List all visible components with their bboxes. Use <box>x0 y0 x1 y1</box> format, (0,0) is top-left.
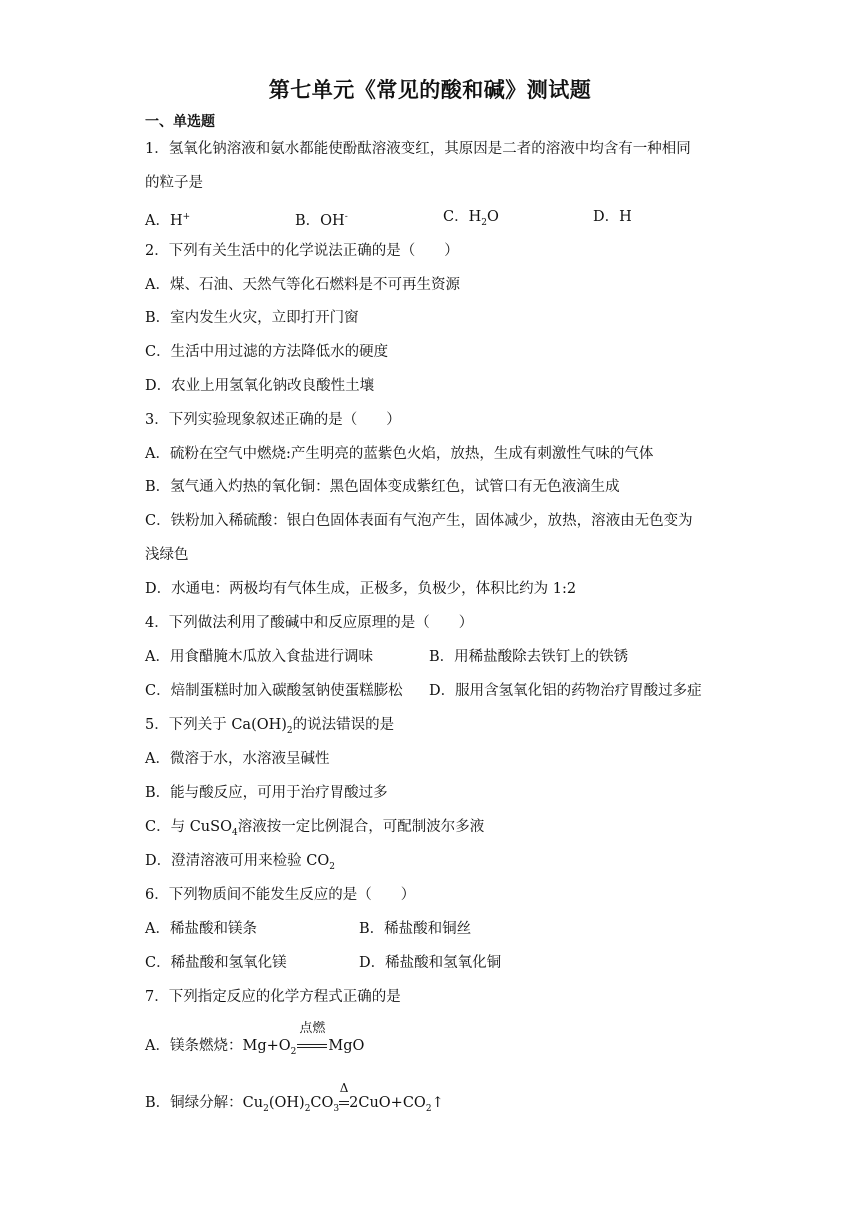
question-2-stem: 2．下列有关生活中的化学说法正确的是（ ） <box>145 243 459 259</box>
question-6-option-c: C．稀盐酸和氢氧化镁 <box>145 955 287 971</box>
question-1-option-a: A．H+ <box>145 212 191 229</box>
gas-arrow-icon: ↑ <box>431 1095 444 1111</box>
question-5-option-d: D．澄清溶液可用来检验 $CO_2$ <box>145 853 335 872</box>
section-heading: 一、单选题 <box>145 114 215 130</box>
question-5-stem: 5．下列关于 $Ca(OH)_2$的说法错误的是 <box>145 717 395 736</box>
question-6-option-d: D．稀盐酸和氢氧化铜 <box>359 955 502 971</box>
question-7-option-b: B．铜绿分解：$Cu_2(OH)_2CO_3$ Δ $2CuO+CO_2↑$ <box>145 1081 444 1114</box>
question-6-stem: 6．下列物质间不能发生反应的是（ ） <box>145 887 416 903</box>
question-3-option-b: B．氢气通入灼热的氧化铜：黑色固体变成紫红色，试管口有无色液滴生成 <box>145 479 620 495</box>
question-1-option-b: B．OH- <box>295 212 348 229</box>
question-4-option-b: B．用稀盐酸除去铁钉上的铁锈 <box>429 649 629 665</box>
question-1-stem-line-1: 1．氢氧化钠溶液和氨水都能使酚酞溶液变红，其原因是二者的溶液中均含有一种相同 <box>145 141 691 157</box>
question-7-stem: 7．下列指定反应的化学方程式正确的是 <box>145 989 401 1005</box>
question-7-option-a: A．镁条燃烧：$Mg+O_2$ 点燃 MgO <box>145 1021 365 1057</box>
question-1-stem-line-2: 的粒子是 <box>145 175 203 191</box>
question-1-option-d: D．H <box>593 209 632 225</box>
question-6-option-b: B．稀盐酸和铜丝 <box>359 921 472 937</box>
question-4-option-a: A．用食醋腌木瓜放入食盐进行调味 <box>145 649 373 665</box>
equation-a-lhs: $Mg+O_2$ <box>242 1038 297 1057</box>
question-2-option-d: D．农业上用氢氧化钠改良酸性土壤 <box>145 378 375 394</box>
question-5-option-a: A．微溶于水，水溶液呈碱性 <box>145 751 330 767</box>
question-3-stem: 3．下列实验现象叙述正确的是（ ） <box>145 412 401 428</box>
question-5-option-b: B．能与酸反应，可用于治疗胃酸过多 <box>145 785 388 801</box>
reaction-condition-equals: 点燃 <box>296 1036 328 1056</box>
question-4-stem: 4．下列做法利用了酸碱中和反应原理的是（ ） <box>145 615 474 631</box>
question-5-option-c: C．与 CuSO$_4$溶液按一定比例混合，可配制波尔多液 <box>145 819 485 838</box>
question-2-option-b: B．室内发生火灾，立即打开门窗 <box>145 310 359 326</box>
question-4-option-d: D．服用含氢氧化铝的药物治疗胃酸过多症 <box>429 683 702 699</box>
question-6-option-a: A．稀盐酸和镁条 <box>145 921 257 937</box>
question-2-option-c: C．生活中用过滤的方法降低水的硬度 <box>145 344 389 360</box>
question-3-option-a: A．硫粉在空气中燃烧:产生明亮的蓝紫色火焰，放热，生成有刺激性气味的气体 <box>145 446 654 462</box>
page-title: 第七单元《常见的酸和碱》测试题 <box>268 78 592 102</box>
question-3-option-c-line-1: C．铁粉加入稀硫酸：银白色固体表面有气泡产生，固体减少，放热，溶液由无色变为 <box>145 513 693 529</box>
question-4-option-c: C．焙制蛋糕时加入碳酸氢钠使蛋糕膨松 <box>145 683 403 699</box>
question-2-option-a: A．煤、石油、天然气等化石燃料是不可再生资源 <box>145 277 460 293</box>
question-3-option-d: D．水通电：两极均有气体生成，正极多，负极少，体积比约为 1:2 <box>145 581 577 597</box>
question-1-option-c: C．$H_2O$ <box>443 209 499 228</box>
question-3-option-c-line-2: 浅绿色 <box>145 547 189 563</box>
heating-condition-equals: Δ <box>339 1093 349 1113</box>
